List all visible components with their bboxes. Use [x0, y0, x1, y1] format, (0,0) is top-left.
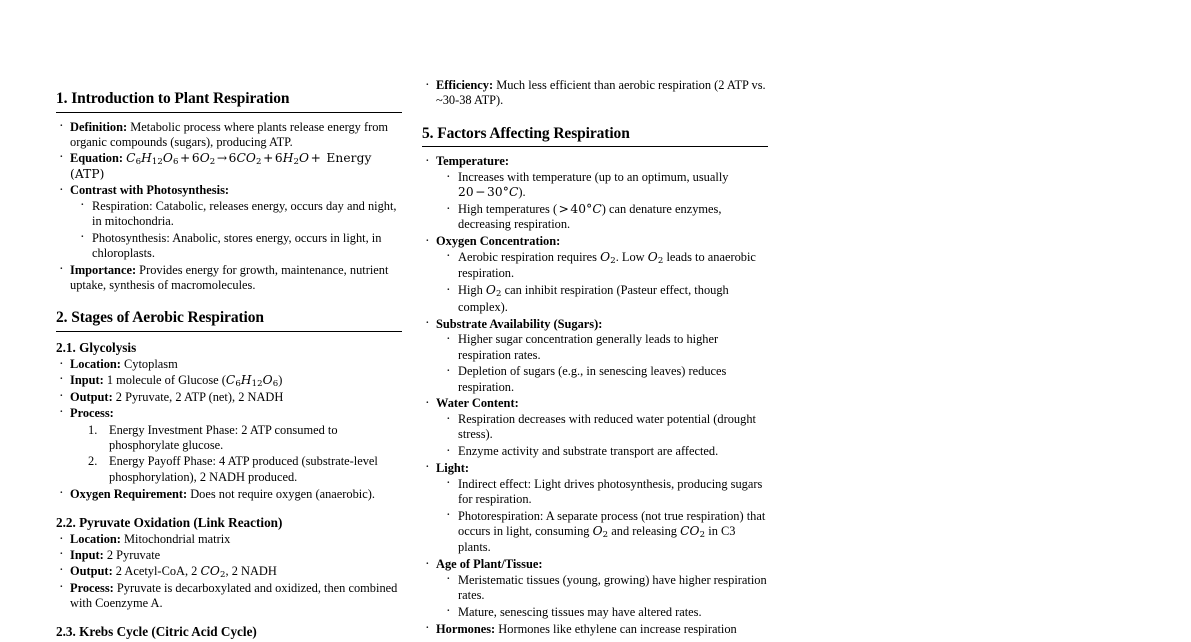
list-item-light — [422, 461, 768, 556]
process-steps-list — [70, 423, 402, 485]
definition-label: Definition: — [70, 119, 128, 134]
subsection-krebs-title: 2.3. Krebs Cycle (Citric Acid Cycle) — [56, 624, 257, 640]
contrast-sublist — [70, 199, 402, 262]
location-label: Location: — [70, 357, 121, 372]
list-item: · Meristematic tissues (young, growing) have higher respiration rates. — [444, 573, 768, 604]
input-label: Input: — [70, 372, 104, 387]
hormones-label: Hormones: — [436, 621, 496, 636]
input-text: 2 Pyruvate — [103, 547, 161, 562]
photorespiration-text-b: and releasing — [608, 523, 681, 538]
list-item-importance — [56, 263, 402, 294]
location-text: Mitochondrial matrix — [120, 532, 231, 547]
substrate-label: Substrate Availability (Sugars): — [436, 316, 603, 331]
list-item-location — [56, 532, 402, 547]
list-item-age — [422, 557, 768, 620]
importance-label: Importance: — [70, 262, 137, 277]
temperature-optimum-range: 20 − 30°C — [458, 185, 519, 200]
high-temp-pre: High temperatures ( — [458, 202, 558, 217]
importance-text: Provides energy for growth, maintenance, nutrient uptake, synthesis of macromolecules. — [70, 262, 389, 293]
aerobic-text-b: . Low — [615, 249, 648, 264]
list-item-input — [56, 373, 402, 390]
input-close-paren: ) — [278, 372, 283, 387]
list-item-temperature — [422, 154, 768, 232]
age-sublist — [436, 573, 768, 620]
section-introduction — [56, 90, 402, 293]
process-text: Pyruvate is decarboxylated and oxidized, then combined with Coenzyme A. — [70, 580, 398, 610]
respiration-equation: $C_6H_{12}O_6 + 6O_2 \to 6CO_2 + 6H_2O$ + Energy (ATP) — [70, 150, 372, 182]
output-text-b: , 2 NADH — [225, 563, 277, 578]
list-item — [444, 250, 768, 282]
list-item-efficiency — [422, 78, 768, 109]
high-o2-text-a: High — [458, 283, 486, 298]
high-temp-threshold: > 40°C — [558, 202, 602, 217]
water-content-label: Water Content: — [436, 396, 519, 411]
list-item-output — [56, 564, 402, 581]
section-factors — [422, 125, 768, 637]
definition-text: Metabolic process where plants release energy from organic compounds (sugars), producing ATP. — [70, 119, 389, 150]
o2-formula: $O_2$ — [600, 249, 616, 266]
pyruvate-list — [56, 532, 402, 611]
list-item-process — [56, 581, 402, 612]
temperature-label: Temperature: — [436, 154, 509, 169]
heading-rule — [56, 112, 402, 113]
location-text: Cytoplasm — [120, 357, 178, 372]
list-item-output — [56, 390, 402, 405]
list-item: Energy Payoff Phase: 4 ATP produced (substrate-level phosphorylation), 2 NADH produced. — [109, 454, 378, 484]
input-text: 1 molecule of Glucose ( — [103, 372, 226, 387]
aerobic-text-a: Aerobic respiration requires — [458, 249, 601, 264]
list-item-hormones — [422, 622, 768, 637]
list-item-definition — [56, 120, 402, 151]
subsection-glycolysis-title: 2.1. Glycolysis — [56, 340, 137, 356]
list-item — [444, 283, 768, 315]
process-label: Process: — [70, 580, 114, 595]
list-item-contrast — [56, 183, 402, 261]
temperature-text: Increases with temperature (up to an optimum, usually — [458, 170, 729, 185]
co2-formula: $CO_2$ — [680, 523, 706, 540]
light-label: Light: — [436, 460, 470, 475]
factors-list — [422, 154, 768, 637]
list-item-input — [56, 548, 402, 563]
water-sublist — [436, 412, 768, 459]
glucose-formula: $C_6H_{12}O_6$ — [225, 372, 279, 389]
heading-rule — [56, 331, 402, 332]
equation-label: Equation: — [70, 150, 124, 165]
list-item: · Respiration decreases with reduced water potential (drought stress). — [444, 412, 768, 443]
list-item — [444, 170, 768, 201]
list-item: · Respiration: Catabolic, releases energy, occurs day and night, in mitochondria. — [78, 199, 402, 230]
o2-formula: $O_2$ — [647, 249, 664, 266]
list-item: · Enzyme activity and substrate transport are affected. — [444, 444, 768, 459]
aerobic-text-c: leads to anaerobic respiration. — [458, 249, 756, 281]
oxygen-requirement-text: Does not require oxygen (anaerobic). — [187, 486, 375, 501]
efficiency-label: Efficiency: — [436, 78, 494, 92]
oxygen-sublist — [436, 250, 768, 315]
light-sublist — [436, 477, 768, 556]
introduction-list — [56, 120, 402, 294]
o2-formula: $O_2$ — [485, 283, 502, 300]
list-item-process — [56, 406, 402, 485]
process-label: Process: — [70, 405, 114, 420]
co2-formula: $CO_2$ — [200, 563, 226, 580]
substrate-sublist — [436, 332, 768, 395]
heading-rule — [422, 146, 768, 147]
list-item-location — [56, 357, 402, 372]
list-item-oxygen-requirement — [56, 487, 402, 502]
left-column — [56, 90, 402, 642]
output-text: 2 Pyruvate, 2 ATP (net), 2 NADH — [112, 389, 284, 404]
contrast-label: Contrast with Photosynthesis: — [70, 183, 230, 198]
list-item-water-content — [422, 396, 768, 459]
list-item — [444, 202, 768, 233]
section-stages — [56, 309, 402, 640]
list-item: · Depletion of sugars (e.g., in senescing leaves) reduces respiration. — [444, 364, 768, 395]
list-item-oxygen-concentration — [422, 234, 768, 315]
photorespiration-text-c: in C3 plants. — [458, 523, 736, 555]
list-item: · Higher sugar concentration generally leads to higher respiration rates. — [444, 332, 768, 363]
hormones-text: Hormones like ethylene can increase respiration — [495, 621, 737, 636]
subsection-pyruvate-title: 2.2. Pyruvate Oxidation (Link Reaction) — [56, 515, 283, 531]
list-item — [444, 509, 768, 556]
right-column — [422, 78, 768, 639]
section-factors-title: 5. Factors Affecting Respiration — [422, 124, 630, 142]
high-o2-text-b: can inhibit respiration (Pasteur effect, though complex). — [458, 283, 729, 314]
list-item: · Mature, senescing tissues may have altered rates. — [444, 605, 768, 620]
oxygen-requirement-label: Oxygen Requirement: — [70, 486, 188, 501]
photorespiration-text-a: Photorespiration: A separate process (not true respiration) that occurs in light, consuming — [458, 508, 766, 538]
output-label: Output: — [70, 563, 113, 578]
temperature-sublist — [436, 170, 768, 233]
list-item-equation — [56, 151, 402, 183]
list-item: · Indirect effect: Light drives photosynthesis, producing sugars for respiration. — [444, 477, 768, 508]
high-temp-post: ) can denature enzymes, decreasing respiration. — [458, 202, 722, 232]
efficiency-list — [422, 78, 768, 109]
list-item: Energy Investment Phase: 2 ATP consumed to phosphorylate glucose. — [109, 422, 338, 453]
list-item-substrate — [422, 317, 768, 395]
glycolysis-list — [56, 357, 402, 502]
efficiency-text: Much less efficient than aerobic respiration (2 ATP vs. ~30-38 ATP). — [436, 78, 766, 108]
input-label: Input: — [70, 547, 104, 562]
output-text-a: 2 Acetyl-CoA, 2 — [112, 563, 201, 578]
temperature-tail: ). — [518, 185, 526, 200]
list-item: · Photosynthesis: Anabolic, stores energy, occurs in light, in chloroplasts. — [78, 231, 402, 262]
location-label: Location: — [70, 532, 121, 547]
page-title: 1. Introduction to Plant Respiration — [56, 90, 290, 107]
age-label: Age of Plant/Tissue: — [436, 557, 543, 572]
o2-formula: $O_2$ — [592, 523, 609, 540]
section-stages-title: 2. Stages of Aerobic Respiration — [56, 309, 264, 327]
oxygen-concentration-label: Oxygen Concentration: — [436, 234, 561, 249]
output-label: Output: — [70, 389, 113, 404]
